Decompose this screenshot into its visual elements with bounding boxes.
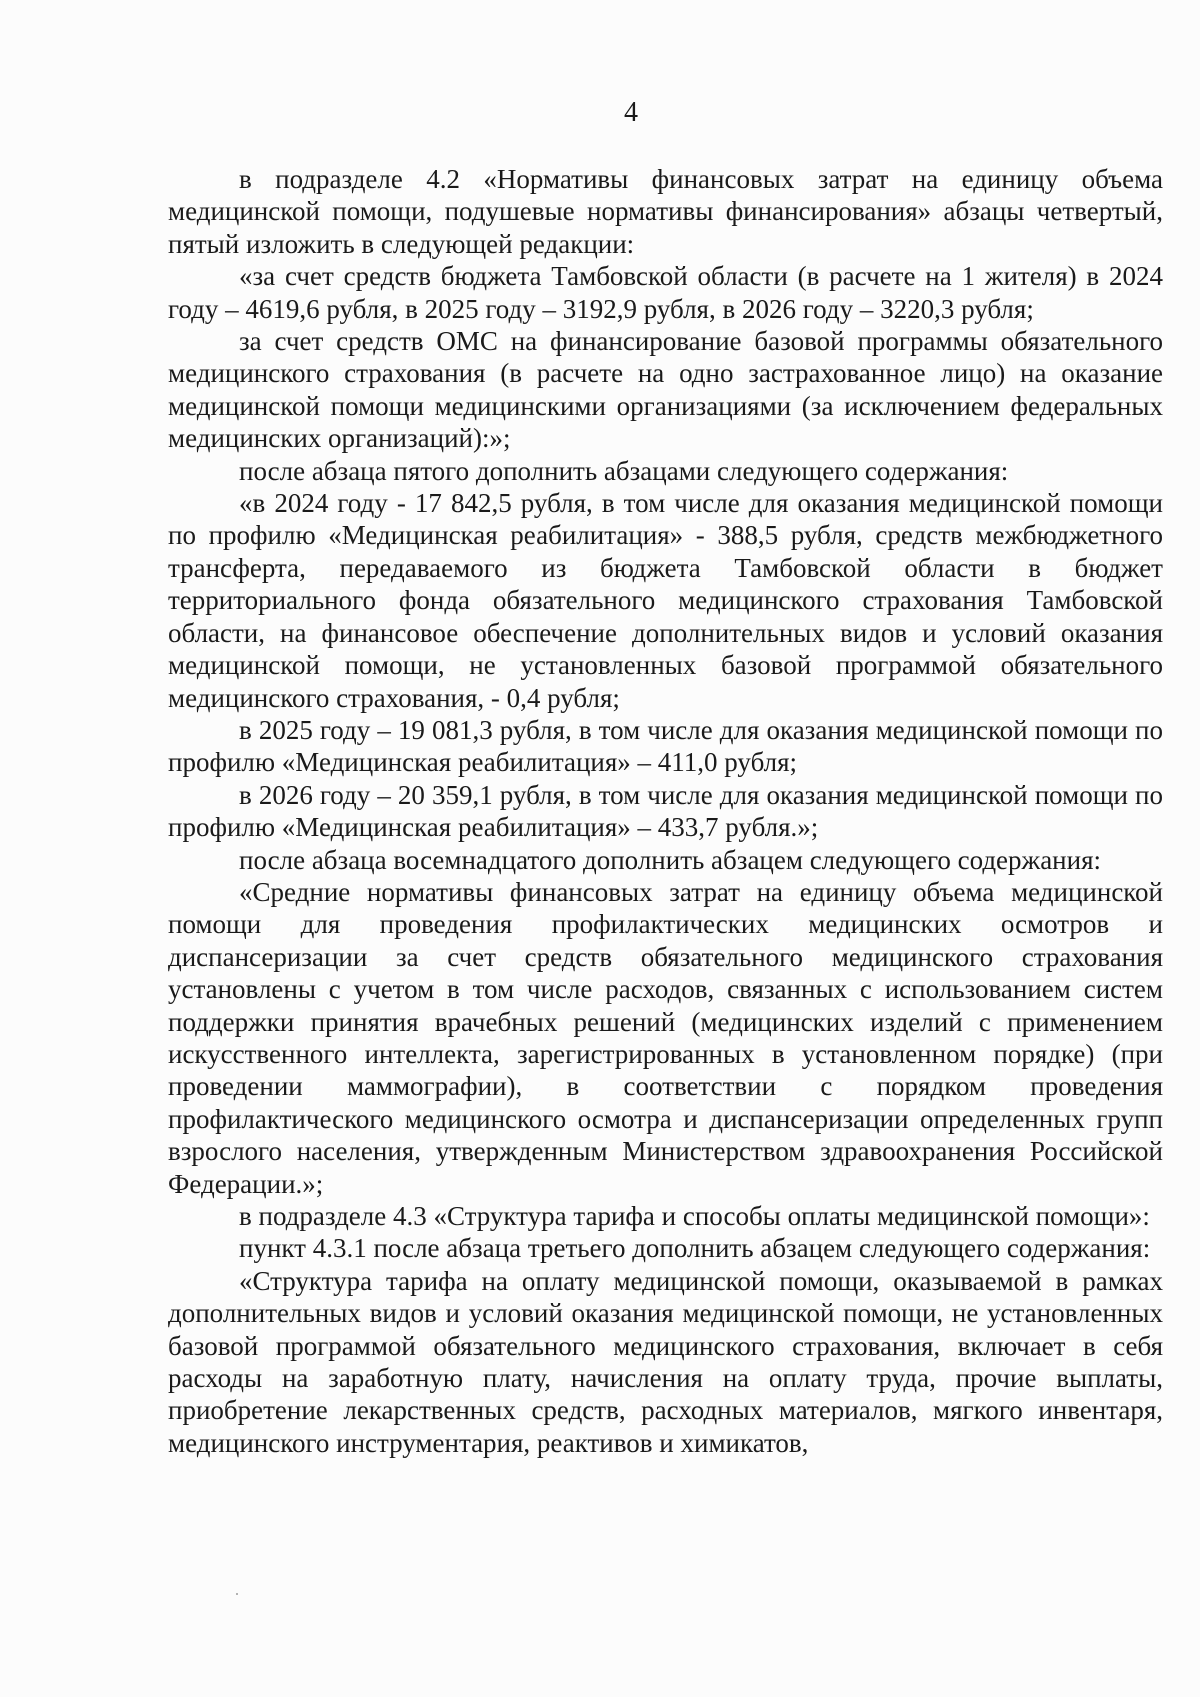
paragraph-item-4-3-1: пункт 4.3.1 после абзаца третьего дополнить абзацем следующего содержания: [239, 1233, 1151, 1264]
page-number: 4 [624, 97, 638, 128]
paragraph-after-eighteenth: после абзаца восемнадцатого дополнить абзацем следующего содержания: [239, 844, 1101, 875]
document-body [168, 163, 1163, 1459]
paragraph-year-2024: «в 2024 году - 17 842,5 рубля, в том числе для оказания медицинской помощи по профилю «Медицинская реабилитация» - 388,5 рубля, средств межбюджетного трансферта, передаваемого из бюджета Тамбовской области в бюджет территориального фонда обязательного медицинского страхования Тамбовской области, на финансовое обеспечение дополнительных видов и условий оказания медицинской помощи, не установленных базовой программой обязательного медицинского страхования, - 0,4 рубля; [168, 488, 1163, 713]
paragraph-year-2025: в 2025 году – 19 081,3 рубля, в том числе для оказания медицинской помощи по профилю «Медицинская реабилитация» – 411,0 рубля; [168, 714, 1163, 778]
paragraph-oms-funds: за счет средств ОМС на финансирование базовой программы обязательного медицинского страхования (в расчете на одно застрахованное лицо) на оказание медицинской помощи медицинскими организациями (за исключением федеральных медицинских организаций):»; [168, 326, 1163, 454]
paragraph-subsection-4-2-intro: в подразделе 4.2 «Нормативы финансовых затрат на единицу объема медицинской помощи, подушевые нормативы финансирования» абзацы четвертый, пятый изложить в следующей редакции: [168, 164, 1163, 259]
paragraph-year-2026: в 2026 году – 20 359,1 рубля, в том числе для оказания медицинской помощи по профилю «Медицинская реабилитация» – 433,7 рубля.»; [168, 779, 1163, 843]
scan-speck [236, 1593, 238, 1595]
paragraph-tariff-structure: «Структура тарифа на оплату медицинской помощи, оказываемой в рамках дополнительных видов и условий оказания медицинской помощи, не установленных базовой программой обязательного медицинского страхования, включает в себя расходы на заработную плату, начисления на оплату труда, прочие выплаты, приобретение лекарственных средств, расходных материалов, мягкого инвентаря, медицинского инструментария, реактивов и химикатов, [168, 1265, 1163, 1458]
paragraph-average-norms: «Средние нормативы финансовых затрат на единицу объема медицинской помощи для проведения профилактических медицинских осмотров и диспансеризации за счет средств обязательного медицинского страхования установлены с учетом в том числе расходов, связанных с использованием систем поддержки принятия врачебных решений (медицинских изделий с применением искусственного интеллекта, зарегистрированных в установленном порядке) (при проведении маммографии), в соответствии с порядком проведения профилактического медицинского осмотра и диспансеризации определенных групп взрослого населения, утвержденным Министерством здравоохранения Российской Федерации.»; [168, 876, 1163, 1199]
paragraph-regional-budget: «за счет средств бюджета Тамбовской области (в расчете на 1 жителя) в 2024 году – 4619,6 рубля, в 2025 году – 3192,9 рубля, в 2026 году – 3220,3 рубля; [168, 261, 1163, 324]
paragraph-subsection-4-3: в подразделе 4.3 «Структура тарифа и способы оплаты медицинской помощи»: [239, 1201, 1150, 1231]
paragraph-after-fifth: после абзаца пятого дополнить абзацами следующего содержания: [239, 455, 1009, 486]
